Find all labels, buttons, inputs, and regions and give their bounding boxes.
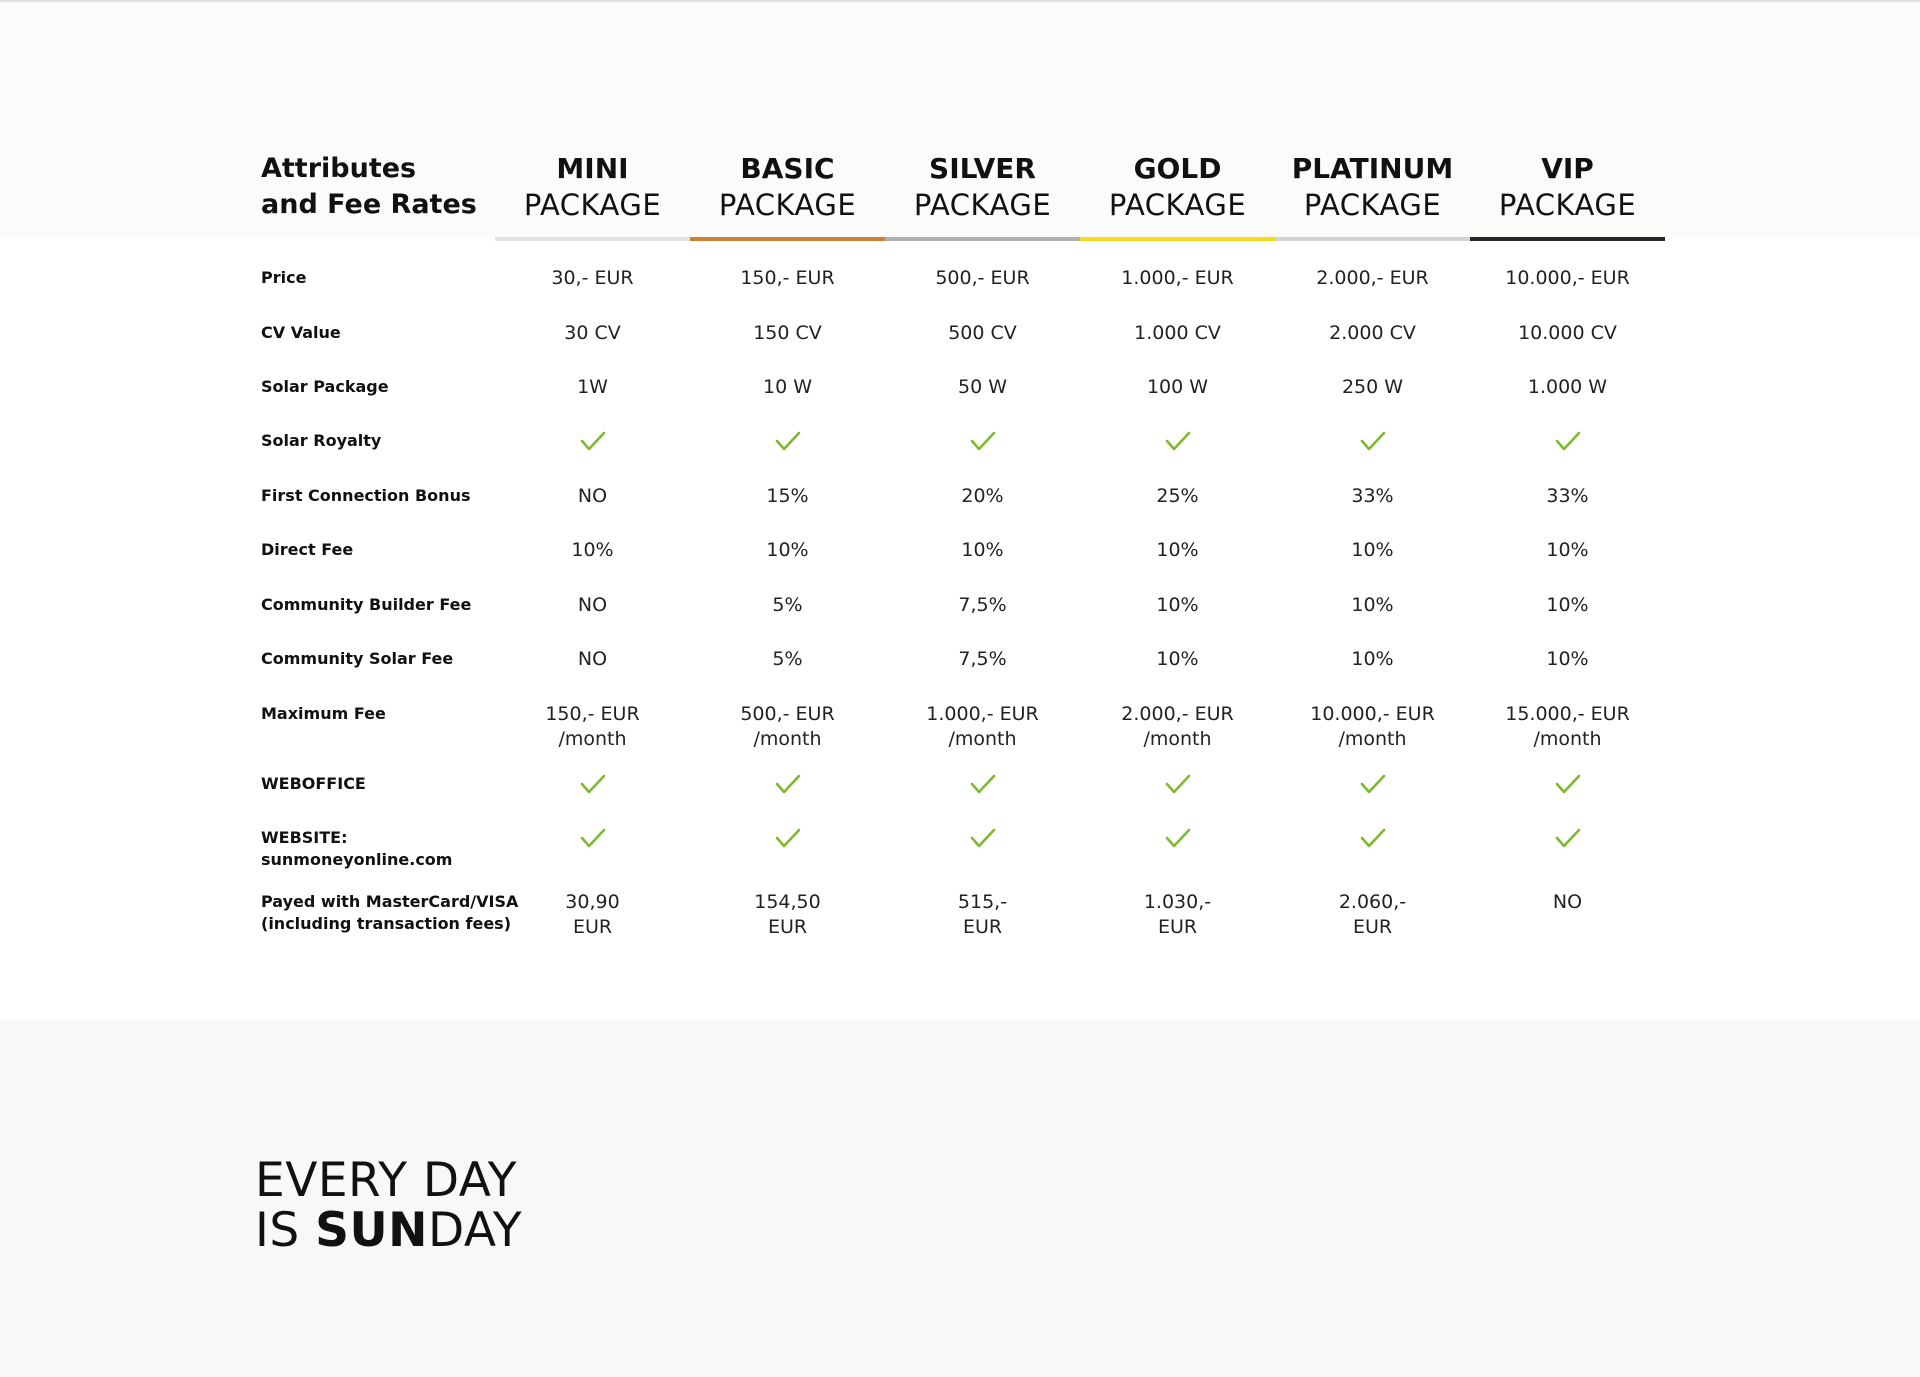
table-cell-line: 30,- EUR xyxy=(551,267,634,289)
table-cell xyxy=(1470,375,1665,400)
checkmark-icon xyxy=(1470,428,1665,454)
table-cell xyxy=(1470,702,1665,752)
row-label-line: Solar Royalty xyxy=(261,431,382,450)
slogan-line: EVERY DAY xyxy=(255,1153,517,1208)
checkmark-icon xyxy=(495,428,690,454)
package-color-bar xyxy=(1080,237,1275,241)
table-cell-line: 150,- EUR xyxy=(545,703,640,725)
table-cell-line: EUR xyxy=(962,916,1003,938)
table-cell-line: 10% xyxy=(961,539,1004,561)
slogan-bold: SUN xyxy=(315,1203,428,1258)
table-cell xyxy=(495,266,690,291)
table-cell-line: 150,- EUR xyxy=(740,267,835,289)
package-name: BASIC xyxy=(740,152,835,185)
table-cell xyxy=(1470,538,1665,563)
table-cell xyxy=(1470,321,1665,346)
row-label-line: Price xyxy=(261,268,307,287)
table-cell-line: 2.000,- EUR xyxy=(1316,267,1429,289)
package-subtitle: PACKAGE xyxy=(718,188,857,222)
table-cell-line: 1.000,- EUR xyxy=(1121,267,1234,289)
table-cell-line: NO xyxy=(577,485,608,507)
table-cell-line: EUR xyxy=(1352,916,1393,938)
table-title xyxy=(261,151,477,223)
table-cell xyxy=(495,647,690,672)
table-cell-line: 10% xyxy=(1546,539,1589,561)
checkmark-icon xyxy=(690,771,885,797)
row-label-line: Payed with MasterCard/VISA xyxy=(261,892,519,911)
table-cell-line: 5% xyxy=(772,648,803,670)
table-cell xyxy=(1080,538,1275,563)
table-cell xyxy=(690,321,885,346)
table-cell-line: 5% xyxy=(772,594,803,616)
package-color-bar xyxy=(1275,237,1470,241)
table-cell-line: 150 CV xyxy=(753,322,822,344)
table-cell xyxy=(495,890,690,940)
table-cell-line: 1.000 CV xyxy=(1134,322,1221,344)
table-cell xyxy=(885,266,1080,291)
table-cell xyxy=(1470,484,1665,509)
table-cell-line: 1W xyxy=(577,376,608,398)
table-cell-line: NO xyxy=(577,648,608,670)
table-cell-line: 50 W xyxy=(957,376,1007,398)
table-cell-line: 1.000,- EUR xyxy=(926,703,1039,725)
package-color-bar xyxy=(690,237,885,241)
package-header-mini xyxy=(495,151,690,223)
table-title-line: Attributes xyxy=(261,153,417,184)
row-label-line: Community Builder Fee xyxy=(261,595,472,614)
package-header-basic xyxy=(690,151,885,223)
table-cell xyxy=(495,702,690,752)
package-subtitle: PACKAGE xyxy=(523,188,662,222)
table-cell xyxy=(495,484,690,509)
package-name: VIP xyxy=(1541,152,1594,185)
package-name: MINI xyxy=(556,152,629,185)
table-cell-line: EUR xyxy=(572,916,613,938)
package-header-platinum xyxy=(1275,151,1470,223)
table-cell-line: 7,5% xyxy=(958,648,1007,670)
package-subtitle: PACKAGE xyxy=(1108,188,1247,222)
row-label xyxy=(261,773,366,795)
table-cell-line: /month xyxy=(948,728,1017,750)
package-header-vip xyxy=(1470,151,1665,223)
table-cell-line: 2.060,- xyxy=(1338,891,1407,913)
table-cell xyxy=(1470,593,1665,618)
table-cell-line: 10% xyxy=(1351,539,1394,561)
table-cell-line: 15.000,- EUR xyxy=(1505,703,1630,725)
table-cell xyxy=(1080,890,1275,940)
checkmark-icon xyxy=(1470,825,1665,851)
table-cell-line: 500 CV xyxy=(948,322,1017,344)
table-cell xyxy=(885,702,1080,752)
table-cell-line: 33% xyxy=(1546,485,1589,507)
table-cell xyxy=(885,593,1080,618)
table-cell xyxy=(690,375,885,400)
checkmark-icon xyxy=(1275,771,1470,797)
row-label xyxy=(261,827,452,871)
table-cell-line: 10 W xyxy=(762,376,812,398)
row-label-line: Solar Package xyxy=(261,377,389,396)
table-cell xyxy=(1275,538,1470,563)
table-cell-line: 10% xyxy=(1156,648,1199,670)
row-label xyxy=(261,430,381,452)
table-cell-line: 250 W xyxy=(1341,376,1404,398)
table-cell xyxy=(1275,321,1470,346)
checkmark-icon xyxy=(1470,771,1665,797)
slogan-line xyxy=(255,1203,523,1258)
table-cell xyxy=(1275,484,1470,509)
table-cell xyxy=(1080,321,1275,346)
table-cell-line: 25% xyxy=(1156,485,1199,507)
table-cell-line: 20% xyxy=(961,485,1004,507)
checkmark-icon xyxy=(1080,771,1275,797)
table-cell xyxy=(1275,593,1470,618)
table-cell-line: 515,- xyxy=(957,891,1008,913)
table-cell-line: 10% xyxy=(1156,594,1199,616)
table-cell xyxy=(885,484,1080,509)
checkmark-icon xyxy=(690,825,885,851)
checkmark-icon xyxy=(885,771,1080,797)
package-header-silver xyxy=(885,151,1080,223)
table-cell-line: 30,90 xyxy=(565,891,620,913)
package-subtitle: PACKAGE xyxy=(1303,188,1442,222)
table-cell-line: 10.000,- EUR xyxy=(1310,703,1435,725)
package-name: SILVER xyxy=(929,152,1036,185)
row-label xyxy=(261,267,306,289)
checkmark-icon xyxy=(885,428,1080,454)
table-cell-line: 500,- EUR xyxy=(935,267,1030,289)
table-cell-line: 10.000,- EUR xyxy=(1505,267,1630,289)
table-cell-line: 10.000 CV xyxy=(1518,322,1617,344)
table-cell xyxy=(690,647,885,672)
checkmark-icon xyxy=(495,825,690,851)
row-label-line: WEBOFFICE xyxy=(261,774,366,793)
table-cell-line: EUR xyxy=(1157,916,1198,938)
row-label-line: Direct Fee xyxy=(261,540,354,559)
row-label-line: sunmoneyonline.com xyxy=(261,850,453,869)
table-cell-line: NO xyxy=(1552,891,1583,913)
table-cell xyxy=(1080,375,1275,400)
table-cell-line: /month xyxy=(1338,728,1407,750)
row-label xyxy=(261,322,341,344)
package-name: PLATINUM xyxy=(1291,152,1454,185)
table-cell-line: 10% xyxy=(1546,648,1589,670)
table-cell-line: 2.000,- EUR xyxy=(1121,703,1234,725)
table-cell xyxy=(1080,702,1275,752)
table-cell-line: 15% xyxy=(766,485,809,507)
table-cell xyxy=(495,593,690,618)
package-color-bar xyxy=(1470,237,1665,241)
table-cell-line: 154,50 xyxy=(754,891,821,913)
row-label xyxy=(261,485,470,507)
row-label xyxy=(261,648,453,670)
table-cell-line: 10% xyxy=(1351,594,1394,616)
table-cell xyxy=(690,484,885,509)
table-cell xyxy=(495,538,690,563)
table-cell-line: /month xyxy=(753,728,822,750)
table-cell xyxy=(690,702,885,752)
table-cell xyxy=(885,538,1080,563)
table-cell xyxy=(885,647,1080,672)
table-cell-line: /month xyxy=(558,728,627,750)
row-label xyxy=(261,703,386,725)
table-cell-line: 10% xyxy=(1351,648,1394,670)
checkmark-icon xyxy=(885,825,1080,851)
table-cell xyxy=(1080,484,1275,509)
table-cell-line: EUR xyxy=(767,916,808,938)
package-color-bar xyxy=(885,237,1080,241)
row-label-line: First Connection Bonus xyxy=(261,486,471,505)
table-cell-line: 33% xyxy=(1351,485,1394,507)
table-cell-line: 1.000 W xyxy=(1527,376,1608,398)
row-label xyxy=(261,891,518,935)
row-label-line: Community Solar Fee xyxy=(261,649,454,668)
table-cell xyxy=(1470,647,1665,672)
checkmark-icon xyxy=(495,771,690,797)
checkmark-icon xyxy=(1275,428,1470,454)
checkmark-icon xyxy=(1080,428,1275,454)
table-cell-line: 10% xyxy=(571,539,614,561)
table-cell-line: 10% xyxy=(1156,539,1199,561)
table-cell xyxy=(1470,890,1665,915)
table-cell-line: 7,5% xyxy=(958,594,1007,616)
table-cell xyxy=(1275,702,1470,752)
package-color-bar xyxy=(495,237,690,241)
table-cell-line: 100 W xyxy=(1146,376,1209,398)
table-cell xyxy=(885,375,1080,400)
package-name: GOLD xyxy=(1133,152,1222,185)
table-cell xyxy=(885,890,1080,940)
table-cell xyxy=(1275,890,1470,940)
table-cell xyxy=(1275,266,1470,291)
table-cell-line: 1.030,- xyxy=(1143,891,1212,913)
table-cell xyxy=(495,375,690,400)
row-label-line: WEBSITE: xyxy=(261,828,348,847)
table-cell xyxy=(1275,647,1470,672)
row-label xyxy=(261,376,389,398)
checkmark-icon xyxy=(690,428,885,454)
row-label-line: (including transaction fees) xyxy=(261,914,512,933)
row-label-line: CV Value xyxy=(261,323,341,342)
table-cell xyxy=(1470,266,1665,291)
table-cell xyxy=(885,321,1080,346)
package-subtitle: PACKAGE xyxy=(1498,188,1637,222)
row-label-line: Maximum Fee xyxy=(261,704,386,723)
package-header-gold xyxy=(1080,151,1275,223)
table-cell xyxy=(690,890,885,940)
table-cell-line: 2.000 CV xyxy=(1329,322,1416,344)
table-cell xyxy=(690,593,885,618)
table-cell-line: /month xyxy=(1533,728,1602,750)
slogan-prefix: IS xyxy=(255,1203,316,1258)
checkmark-icon xyxy=(1080,825,1275,851)
table-cell xyxy=(1275,375,1470,400)
checkmark-icon xyxy=(1275,825,1470,851)
table-cell-line: 10% xyxy=(766,539,809,561)
table-cell-line: 30 CV xyxy=(564,322,621,344)
slogan-suffix: DAY xyxy=(428,1203,523,1258)
slogan xyxy=(255,1153,523,1258)
table-cell xyxy=(690,266,885,291)
table-cell-line: 10% xyxy=(1546,594,1589,616)
table-cell xyxy=(1080,593,1275,618)
table-cell xyxy=(1080,647,1275,672)
row-label xyxy=(261,594,471,616)
table-title-line: and Fee Rates xyxy=(261,189,477,220)
table-cell-line: /month xyxy=(1143,728,1212,750)
package-subtitle: PACKAGE xyxy=(913,188,1052,222)
table-cell xyxy=(690,538,885,563)
table-cell xyxy=(1080,266,1275,291)
table-cell-line: NO xyxy=(577,594,608,616)
table-cell-line: 500,- EUR xyxy=(740,703,835,725)
table-cell xyxy=(495,321,690,346)
row-label xyxy=(261,539,353,561)
